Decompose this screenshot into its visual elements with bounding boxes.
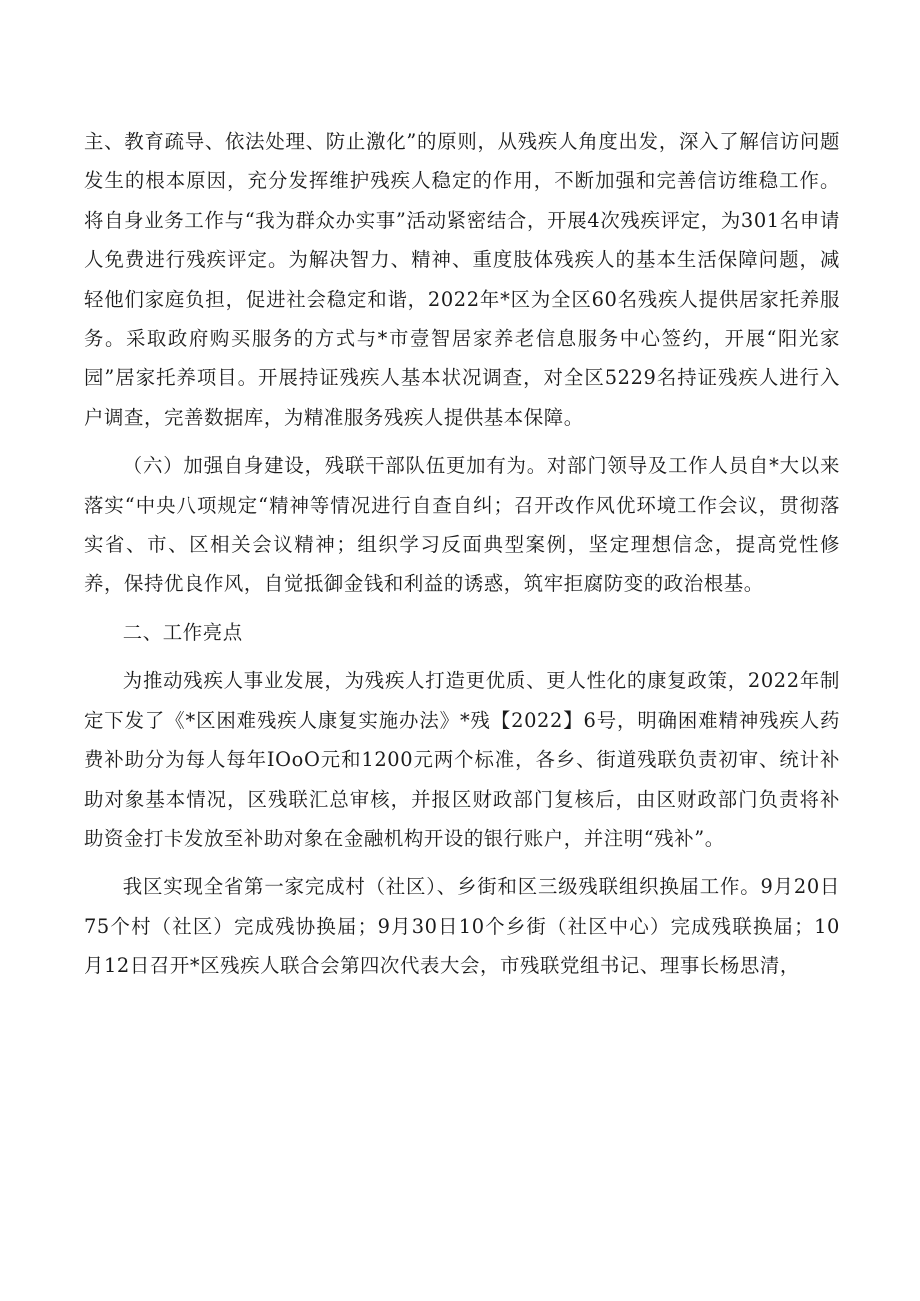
paragraph-continuation: 主、教育疏导、依法处理、防止激化”的原则，从残疾人角度出发，深入了解信访问题发生的根本原因，充分发挥维护残疾人稳定的作用，不断加强和完善信访维稳工作。将自身业务工作与“我为群众办实事”活动紧密结合，开展4次残疾评定，为301名申请人免费进行残疾评定。为解决智力、精神、重度肢体残疾人的基本生活保障问题，减轻他们家庭负担，促进社会稳定和谐，2022年*区为全区60名残疾人提供居家托养服务。采取政府购买服务的方式与*市壹智居家养老信息服务中心签约，开展“阳光家园”居家托养项目。开展持证残疾人基本状况调查，对全区5229名持证残疾人进行入户调查，完善数据库，为精准服务残疾人提供基本保障。 <box>84 130 840 429</box>
paragraph-gap <box>84 652 840 661</box>
paragraph-election: 我区实现全省第一家完成村（社区）、乡街和区三级残联组织换届工作。9月20日75个村（社区）完成残协换届；9月30日10个乡街（社区中心）完成残联换届；10月12日召开*区残疾人联合会第四次代表大会，市残联党组书记、理事长杨思清， <box>84 875 840 978</box>
section-heading-highlights: 二、工作亮点 <box>122 620 243 644</box>
document-body <box>84 122 840 986</box>
paragraph-gap <box>84 604 840 613</box>
paragraph-gap <box>84 437 840 446</box>
paragraph-gap <box>84 858 840 867</box>
paragraph-rehab-policy: 为推动残疾人事业发展，为残疾人打造更优质、更人性化的康复政策，2022年制定下发了《*区困难残疾人康复实施办法》*残【2022】6号，明确困难精神残疾人药费补助分为每人每年IOoO元和1200元两个标准，各乡、街道残联负责初审、统计补助对象基本情况，区残联汇总审核，并报区财政部门复核后，由区财政部门负责将补助资金打卡发放至补助对象在金融机构开设的银行账户，并注明“残补”。 <box>84 669 840 850</box>
paragraph-section-six: （六）加强自身建设，残联干部队伍更加有为。对部门领导及工作人员自*大以来落实“中央八项规定“精神等情况进行自查自纠；召开改作风优环境工作会议，贯彻落实省、市、区相关会议精神；组织学习反面典型案例，坚定理想信念，提高党性修养，保持优良作风，自觉抵御金钱和利益的诱惑，筑牢拒腐防变的政治根基。 <box>84 454 840 596</box>
